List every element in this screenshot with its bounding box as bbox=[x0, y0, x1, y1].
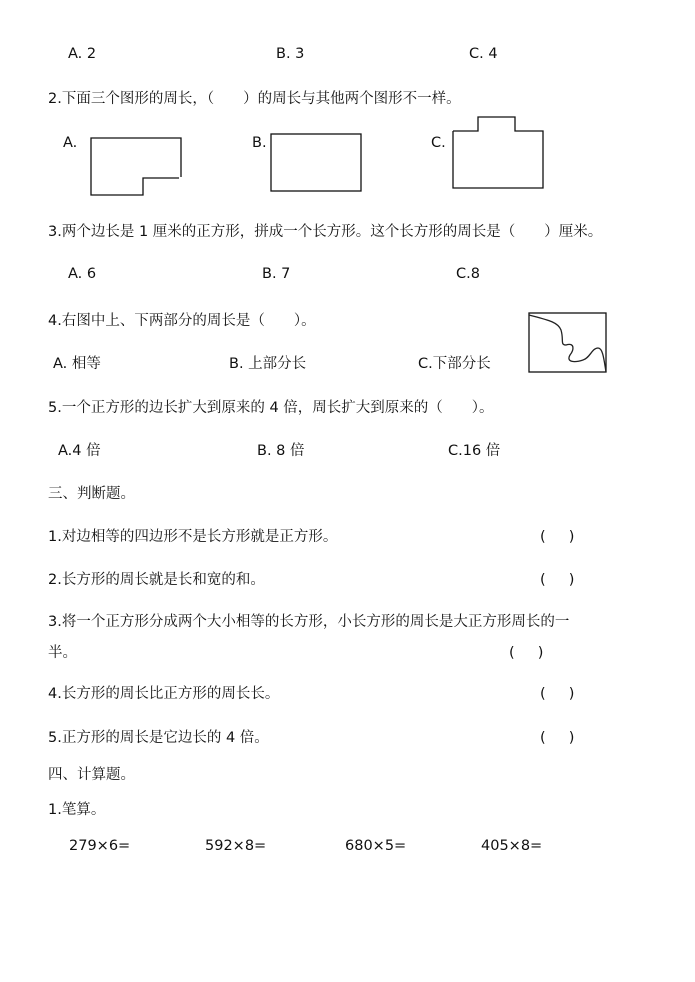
q1-option-b: B. 3 bbox=[276, 46, 305, 62]
judge-item-1: 1.对边相等的四边形不是长方形就是正方形。 bbox=[48, 529, 338, 545]
question-5: 5.一个正方形的边长扩大到原来的 4 倍，周长扩大到原来的（ ）。 bbox=[48, 400, 494, 416]
judge-blank-1[interactable]: ( ) bbox=[540, 529, 575, 545]
q1-option-a: A. 2 bbox=[68, 46, 97, 62]
question-3: 3.两个边长是 1 厘米的正方形，拼成一个长方形。这个长方形的周长是（ ）厘米。 bbox=[48, 224, 603, 240]
calc-problem-2: 592×8= bbox=[205, 838, 267, 854]
judge-item-4: 4.长方形的周长比正方形的周长长。 bbox=[48, 686, 280, 702]
judge-item-3: 3.将一个正方形分成两个大小相等的长方形，小长方形的周长是大正方形周长的一 bbox=[48, 614, 570, 630]
q1-option-c: C. 4 bbox=[469, 46, 498, 62]
section-3-title: 三、判断题。 bbox=[48, 486, 135, 502]
judge-blank-4[interactable]: ( ) bbox=[540, 686, 575, 702]
shape-b-figure bbox=[271, 134, 361, 191]
q4-option-c: C.下部分长 bbox=[418, 356, 491, 372]
figure-label-c: C. bbox=[431, 135, 446, 151]
q3-option-b: B. 7 bbox=[262, 266, 291, 282]
figure-label-b: B. bbox=[252, 135, 267, 151]
figure-label-a: A. bbox=[63, 135, 78, 151]
q4-option-b: B. 上部分长 bbox=[229, 356, 307, 372]
section-4-subtitle: 1.笔算。 bbox=[48, 802, 106, 818]
q5-option-c: C.16 倍 bbox=[448, 443, 501, 459]
judge-blank-5[interactable]: ( ) bbox=[540, 730, 575, 746]
q5-option-a: A.4 倍 bbox=[58, 443, 101, 459]
calc-problem-1: 279×6= bbox=[69, 838, 131, 854]
judge-blank-3[interactable]: ( ) bbox=[509, 645, 544, 661]
calc-problem-4: 405×8= bbox=[481, 838, 543, 854]
q3-option-a: A. 6 bbox=[68, 266, 97, 282]
question-4: 4.右图中上、下两部分的周长是（ ）。 bbox=[48, 313, 316, 329]
q5-option-b: B. 8 倍 bbox=[257, 443, 305, 459]
question-2: 2.下面三个图形的周长，（ ）的周长与其他两个图形不一样。 bbox=[48, 91, 461, 107]
calc-problem-3: 680×5= bbox=[345, 838, 407, 854]
q3-option-c: C.8 bbox=[456, 266, 480, 282]
divided-rectangle-figure bbox=[529, 313, 606, 372]
q4-option-a: A. 相等 bbox=[53, 356, 101, 372]
judge-item-3-continued: 半。 bbox=[48, 645, 77, 661]
section-4-title: 四、计算题。 bbox=[48, 767, 135, 783]
judge-item-2: 2.长方形的周长就是长和宽的和。 bbox=[48, 572, 265, 588]
judge-item-5: 5.正方形的周长是它边长的 4 倍。 bbox=[48, 730, 269, 746]
shape-a-figure bbox=[91, 138, 181, 195]
shape-c-figure bbox=[453, 117, 543, 188]
judge-blank-2[interactable]: ( ) bbox=[540, 572, 575, 588]
